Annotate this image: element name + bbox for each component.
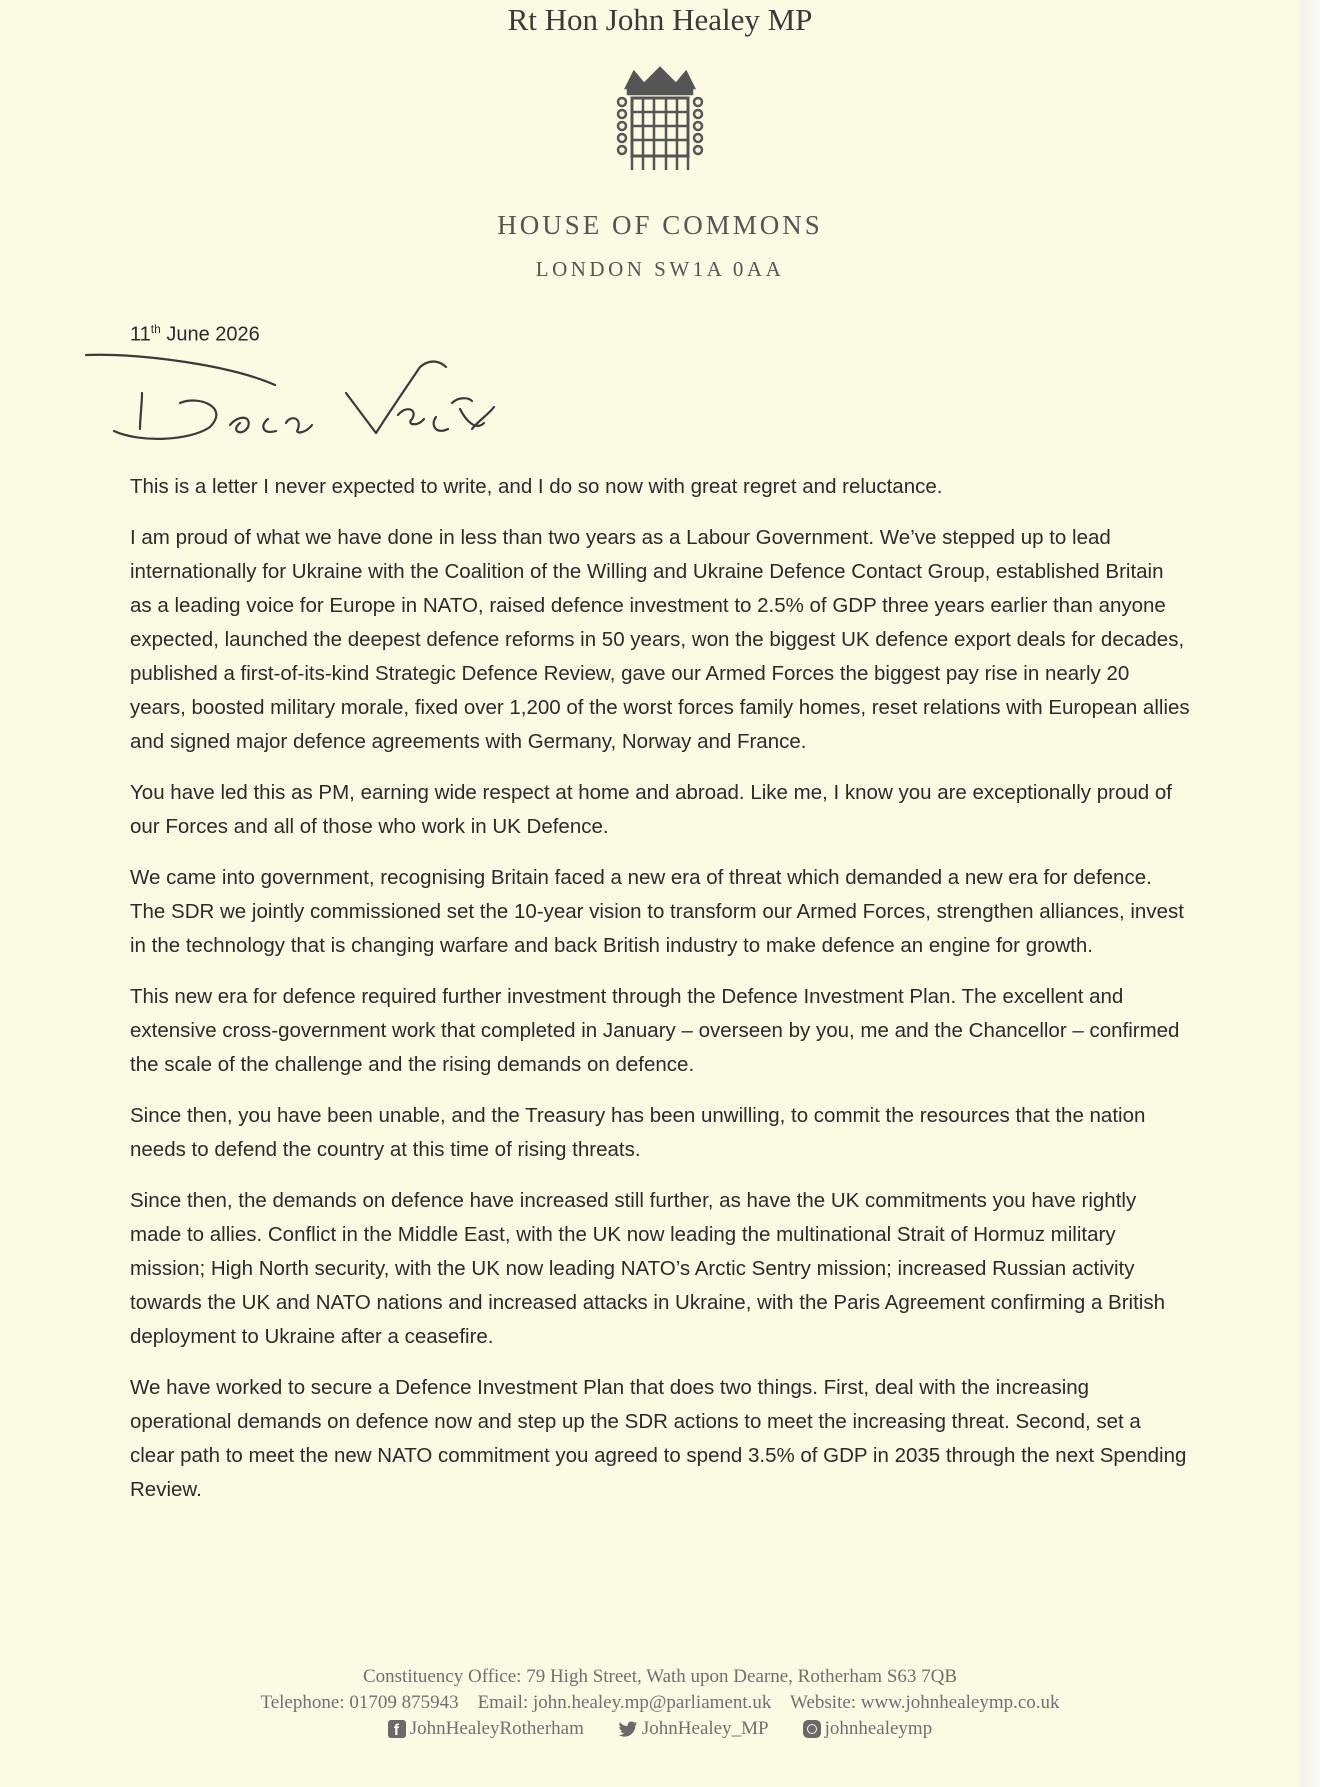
paragraph: We came into government, recognising Britain faced a new era of threat which demanded a new era for defence. The SDR we jointly commissioned set the 10-year vision to transform our Armed Forces, strengthen alliances, invest in the technology that is changing warfare and back British industry to make defence an engine for growth. [130,866,1184,957]
letter-footer [0,1664,1320,1746]
instagram-text: johnhealeymp [824,1718,933,1739]
date-suffix: th [150,322,161,336]
facebook-handle [388,1716,584,1742]
paragraph: Since then, the demands on defence have increased still further, as have the UK commitments you have rightly made to allies. Conflict in the Middle East, with the UK now leading the multinational Strait of Hormuz military mission; High North security, with the UK now leading NATO’s Arctic Sentry mission; increased Russian activity towards the UK and NATO nations and increased attacks in Ukraine, with the Paris Agreement confirming a British deployment to Ukraine after a ceasefire. [130,1189,1165,1348]
instagram-handle [803,1716,933,1742]
email: Email: john.healey.mp@parliament.uk [477,1692,772,1713]
date-day: 11 [130,323,151,346]
letter-date [130,322,260,347]
twitter-text: JohnHealey_MP [641,1718,769,1739]
facebook-text: JohnHealeyRotherham [409,1718,584,1739]
page-edge [1300,0,1320,1787]
handwritten-salutation [80,345,500,455]
institution-name: HOUSE OF COMMONS [497,210,823,240]
website: Website: www.johnhealeymp.co.uk [790,1692,1060,1713]
paragraph: Since then, you have been unable, and the Treasury has been unwilling, to commit the resources that the nation needs to defend the country at this time of rising threats. [130,1104,1146,1161]
instagram-icon [803,1720,821,1738]
portcullis-emblem-icon [614,66,706,176]
twitter-icon [618,1721,638,1738]
twitter-handle [618,1716,769,1742]
date-rest: June 2026 [160,323,260,346]
constituency-office: Constituency Office: 79 High Street, Wath upon Dearne, Rotherham S63 7QB [362,1666,958,1687]
paragraph: We have worked to secure a Defence Investment Plan that does two things. First, deal with the increasing operational demands on defence now and step up the SDR actions to meet the increasing threat. Second, set a clear path to meet the new NATO commitment you agreed to spend 3.5% of GDP in 2035 through the next Spending Review. [130,1376,1187,1501]
contact-line [0,1690,1320,1716]
paragraph: This is a letter I never expected to write, and I do so now with great regret and reluctance. [130,475,943,498]
paragraph: I am proud of what we have done in less than two years as a Labour Government. We’ve stepped up to lead internationally for Ukraine with the Coalition of the Willing and Ukraine Defence Contact Group, established Britain as a leading voice for Europe in NATO, raised defence investment to 2.5% of GDP three years earlier than anyone expected, launched the deepest defence reforms in 50 years, won the biggest UK defence export deals for decades, published a first-of-its-kind Strategic Defence Review, gave our Armed Forces the biggest pay rise in nearly 20 years, boosted military morale, fixed over 1,200 of the worst forces family homes, reset relations with European allies and signed major defence agreements with Germany, Norway and France. [130,526,1190,753]
letterhead-name: Rt Hon John Healey MP [507,2,813,37]
social-line [0,1716,1320,1746]
paragraph: You have led this as PM, earning wide respect at home and abroad. Like me, I know you are exceptionally proud of our Forces and all of those who work in UK Defence. [130,781,1172,838]
facebook-icon [388,1720,406,1738]
letter-body [130,470,1190,1524]
institution-address: LONDON SW1A 0AA [535,257,785,281]
paragraph: This new era for defence required further investment through the Defence Investment Plan. The excellent and extensive cross-government work that completed in January – overseen by you, me and the Chancellor – confirmed the scale of the challenge and the rising demands on defence. [130,985,1180,1076]
telephone: Telephone: 01709 875943 [260,1692,459,1713]
